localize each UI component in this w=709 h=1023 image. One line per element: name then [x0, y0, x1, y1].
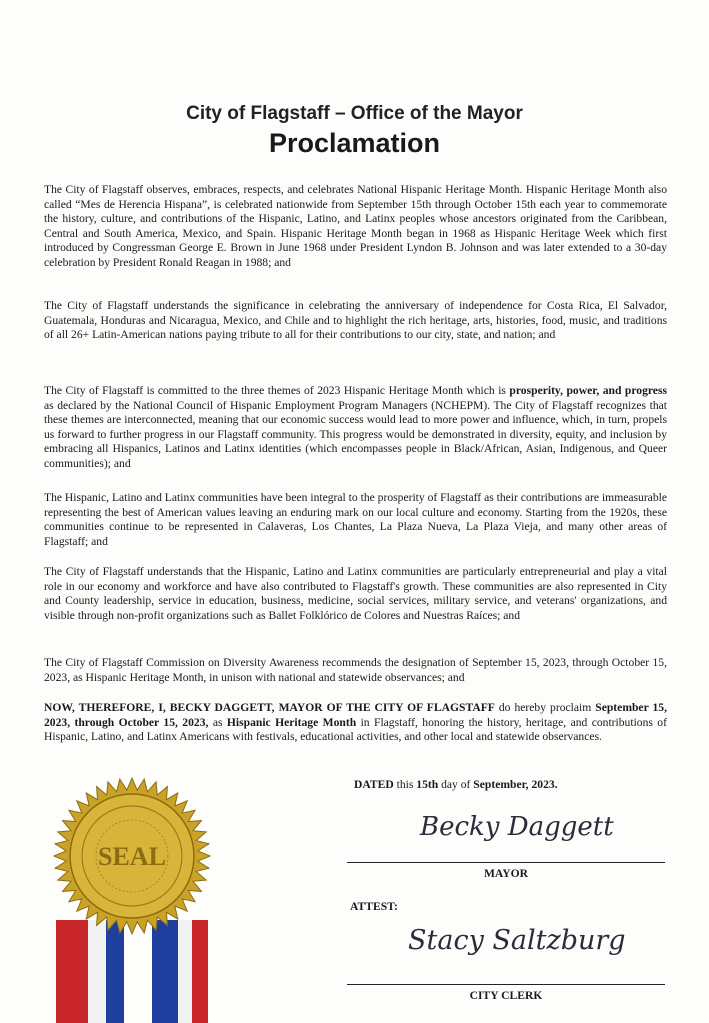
clerk-signature: Stacy Saltzburg	[408, 925, 626, 956]
paragraph-7-dates: September 15, 2023, through October 15, 2023,	[44, 701, 668, 729]
mayor-signature-line	[347, 862, 665, 863]
clerk-signature-line	[347, 984, 665, 985]
ribbon-red-right	[192, 920, 208, 1023]
attest-label: ATTEST:	[350, 900, 398, 913]
paragraph-7-text-b: as	[208, 715, 227, 729]
paragraph-3-text-b: as declared by the National Council of Hispanic Employment Program Managers (NCHEPM). The City of Flagstaff recognizes that these themes are interconnected, meaning that our economic success would lead to more power and influence, which, in turn, propels us forward to further progress in our Flagstaff community. This progress would be demonstrated in diversity, equity, and inclusion by embracing all Hispanics, Latinos and Latinx identities (which encompasses people in Black/African, Asian, Indigenous, and Queer communities); and	[44, 398, 667, 470]
dated-line	[354, 778, 558, 791]
paragraph-1: The City of Flagstaff observes, embraces, respects, and celebrates National Hispanic Heritage Month. Hispanic Heritage Month also called “Mes de Herencia Hispana”, is celebrated nationwide from September 15th through October 15th each year to commemorate the history, culture, and contributions of the Hispanic, Latino, and Latinx peoples whose ancestors originated from the Caribbean, Central and South America, Mexico, and Spain. Hispanic Heritage Month began in 1968 as Hispanic Heritage Week which first introduced by Congressman George E. Brown in June 1968 under President Lyndon B. Johnson and was later extended to a 30-day celebration by President Ronald Reagan in 1988; and	[44, 183, 667, 269]
gold-seal-icon	[32, 770, 232, 1023]
ribbon-white-left	[88, 920, 106, 1023]
paragraph-6: The City of Flagstaff Commission on Diversity Awareness recommends the designation of September 15, 2023, through October 15, 2023, as Hispanic Heritage Month, in unison with national and statewide observances; and	[44, 656, 667, 684]
paragraph-7-text-c: in Flagstaff, honoring the history, heritage, and contributions of Hispanic, Latino, and Latinx Americans with festivals, educational activities, and other local and statewide observances.	[44, 715, 667, 744]
mayor-signature: Becky Daggett	[420, 812, 614, 842]
paragraph-5: The City of Flagstaff understands that the Hispanic, Latino and Latinx communities are particularly entrepreneurial and play a vital role in our economy and workforce and have also contributed to Flagstaff's growth. These communities are also represented in City and County leadership, service in education, business, medicine, social services, military service, and veterans' organizations, and visible through non-profit organizations such as Ballet Folklórico de Colores and Nuestras Raíces; and	[44, 565, 667, 622]
ribbon-blue-left	[106, 920, 124, 1023]
paragraph-7-lead: NOW, THEREFORE, I, BECKY DAGGETT, MAYOR OF THE CITY OF FLAGSTAFF	[44, 701, 495, 714]
paragraph-4: The Hispanic, Latino and Latinx communities have been integral to the prosperity of Flagstaff as their contributions are immeasurable representing the best of American values leaving an enduring mark on our local culture and economy. Starting from the 1920s, these communities continue to be represented in Calaveras, Los Chantes, La Plaza Nueva, La Plaza Vieja, and many other areas of Flagstaff; and	[44, 491, 667, 548]
paragraph-7-text-a: do hereby proclaim	[494, 701, 596, 714]
mayor-label: MAYOR	[483, 867, 528, 880]
ribbon-red-left	[56, 920, 88, 1023]
dated-day: 15th	[416, 778, 439, 791]
paragraph-3-themes: prosperity, power, and progress	[509, 384, 667, 397]
ribbon-blue-right	[152, 920, 178, 1023]
dated-month: September, 2023.	[473, 778, 558, 791]
paragraph-7-month: Hispanic Heritage Month	[226, 715, 357, 729]
dated-mid2: day of	[438, 778, 474, 791]
paragraph-3-text-a: The City of Flagstaff is committed to the three themes of 2023 Hispanic Heritage Month which is	[44, 384, 510, 397]
document-title: Proclamation	[268, 128, 441, 158]
paragraph-2: The City of Flagstaff understands the significance in celebrating the anniversary of independence for Costa Rica, El Salvador, Guatemala, Honduras and Nicaragua, Mexico, and Chile and to highlight the rich heritage, arts, histories, food, music, and traditions of all 26+ Latin-American nations paying tribute to all for their contributions to our city, state, and nation; and	[44, 299, 667, 342]
ribbon-white-right	[178, 920, 192, 1023]
office-heading: City of Flagstaff – Office of the Mayor	[186, 103, 523, 124]
dated-prefix: DATED	[354, 778, 394, 791]
clerk-label: CITY CLERK	[469, 989, 543, 1002]
paragraph-3	[44, 384, 667, 472]
dated-mid: this	[393, 778, 417, 791]
paragraph-7	[44, 701, 667, 745]
seal-ribbon	[56, 920, 208, 1023]
seal-text: SEAL	[98, 842, 166, 871]
